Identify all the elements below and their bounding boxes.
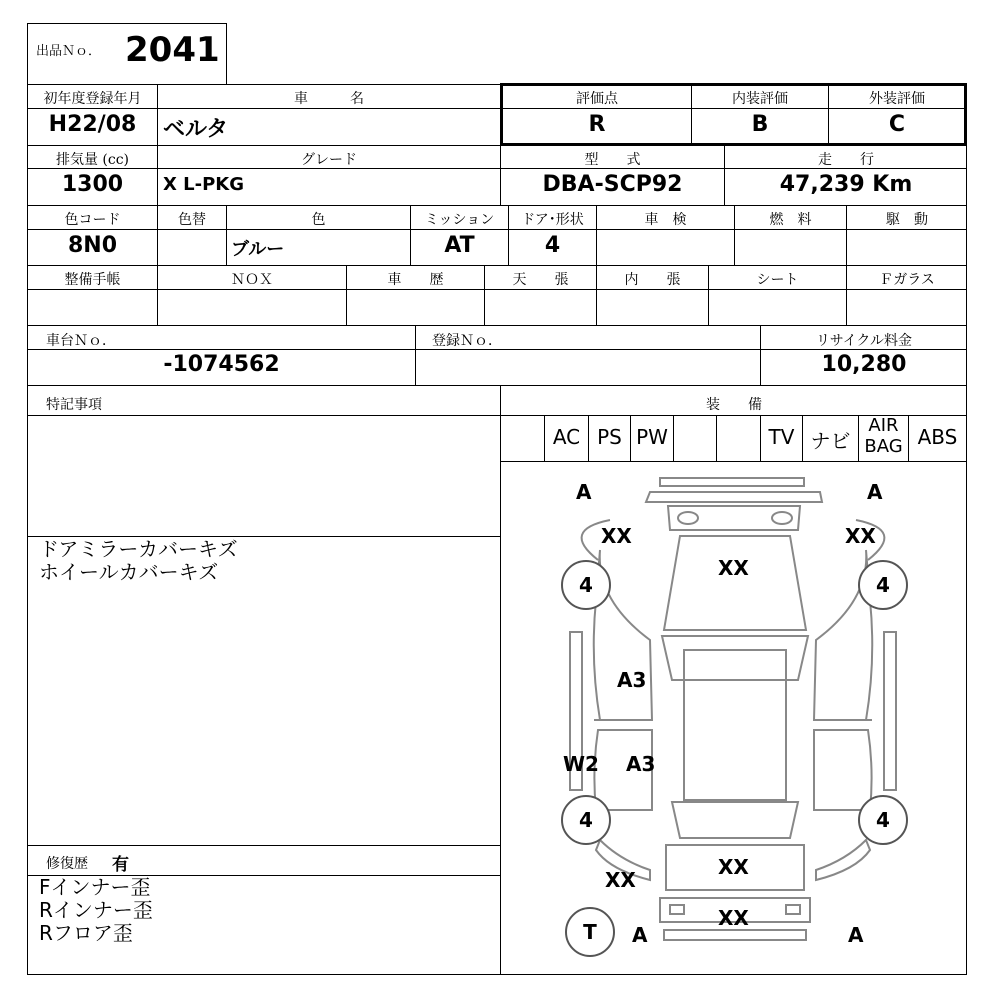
maintenance-header: 整備手帳 [64, 272, 121, 288]
model-value: DBA-SCP92 [542, 172, 683, 197]
equip-ac: AC [552, 425, 581, 449]
score-header: 評価点 [576, 91, 618, 107]
tire-rear-right: 4 [858, 795, 908, 845]
displacement-value: 1300 [61, 172, 124, 197]
damage-mark: XX [605, 868, 636, 892]
grade-value: X L-PKG [163, 174, 244, 195]
interior-value: B [751, 112, 769, 137]
model-header: 型 式 [584, 152, 641, 168]
score-value: R [588, 112, 606, 137]
repair-line-1: Fインナー歪 [39, 875, 151, 899]
equip-tv: TV [768, 425, 795, 449]
damage-mark: XX [718, 855, 749, 879]
equip-air: AIR [868, 415, 899, 436]
remarks-line-1: ドアミラーカバーキズ [39, 537, 238, 561]
equip-ps: PS [597, 425, 622, 449]
damage-mark: A [576, 480, 592, 504]
history-header: 車 歴 [387, 272, 444, 288]
tire-rear-left: 4 [561, 795, 611, 845]
chassis-no-header: 車台Ｎｏ． [46, 333, 116, 349]
damage-mark: XX [718, 556, 749, 580]
exterior-header: 外装評価 [869, 91, 925, 107]
mileage-value: 47,239 Km [779, 172, 913, 197]
damage-mark: A [632, 923, 648, 947]
damage-mark: A [848, 923, 864, 947]
door-shape-value: 4 [544, 233, 561, 258]
fuel-header: 燃 料 [769, 212, 812, 228]
repair-line-2: Rインナー歪 [39, 898, 153, 922]
nox-header: ＮＯＸ [231, 272, 273, 288]
interior-header: 内装評価 [732, 91, 788, 107]
roof-header: 天 張 [512, 272, 569, 288]
repair-header: 修復歴 [46, 856, 88, 872]
equip-abs: ABS [917, 425, 958, 449]
equipment-header: 装 備 [706, 397, 762, 413]
repair-line-3: Rフロア歪 [39, 921, 133, 945]
color-header: 色 [311, 212, 326, 228]
damage-mark: A [867, 480, 883, 504]
first-reg-header: 初年度登録年月 [43, 91, 142, 107]
damage-mark: XX [845, 524, 876, 548]
equip-bag: BAG [864, 436, 903, 457]
color-code-header: 色コード [64, 212, 121, 228]
reg-no-header: 登録Ｎｏ． [432, 333, 502, 349]
door-shape-header: ドア･形状 [521, 212, 584, 228]
car-name-header: 車 名 [294, 91, 364, 107]
car-name-value: ベルタ [163, 117, 229, 142]
seat-header: シート [756, 272, 799, 288]
tire-front-left: 4 [561, 560, 611, 610]
damage-mark: XX [601, 524, 632, 548]
mileage-header: 走 行 [818, 152, 874, 168]
displacement-header: 排気量 (cc) [55, 152, 130, 168]
grade-header: グレード [301, 152, 357, 168]
tire-spare: T [565, 907, 615, 957]
equip-navi: ナビ [810, 429, 851, 453]
damage-mark: W2 [563, 752, 599, 776]
inspection-header: 車 検 [644, 212, 687, 228]
interior-trim-header: 内 張 [624, 272, 681, 288]
repair-value: 有 [112, 855, 129, 875]
tire-front-right: 4 [858, 560, 908, 610]
exterior-value: C [888, 112, 906, 137]
remarks-line-2: ホイールカバーキズ [39, 560, 219, 584]
f-glass-header: Ｆガラス [879, 272, 935, 288]
recycle-value: 10,280 [821, 352, 907, 377]
damage-mark: A3 [617, 668, 647, 692]
first-reg-value: H22/08 [48, 112, 137, 137]
color-value: ブルー [231, 239, 285, 260]
lot-number: 2041 [125, 30, 220, 70]
transmission-value: AT [444, 233, 475, 258]
color-code-value: 8N0 [67, 233, 118, 258]
remarks-header: 特記事項 [46, 397, 102, 413]
drive-header: 駆 動 [886, 212, 928, 228]
color-change-header: 色替 [178, 212, 206, 228]
equip-pw: PW [636, 425, 668, 449]
damage-mark: A3 [626, 752, 656, 776]
chassis-no-value: -1074562 [163, 352, 280, 377]
car-diagram [500, 461, 967, 974]
transmission-header: ミッション [424, 212, 495, 228]
recycle-header: リサイクル料金 [815, 333, 913, 349]
damage-mark: XX [718, 906, 749, 930]
lot-label: 出品Ｎｏ． [36, 44, 102, 59]
